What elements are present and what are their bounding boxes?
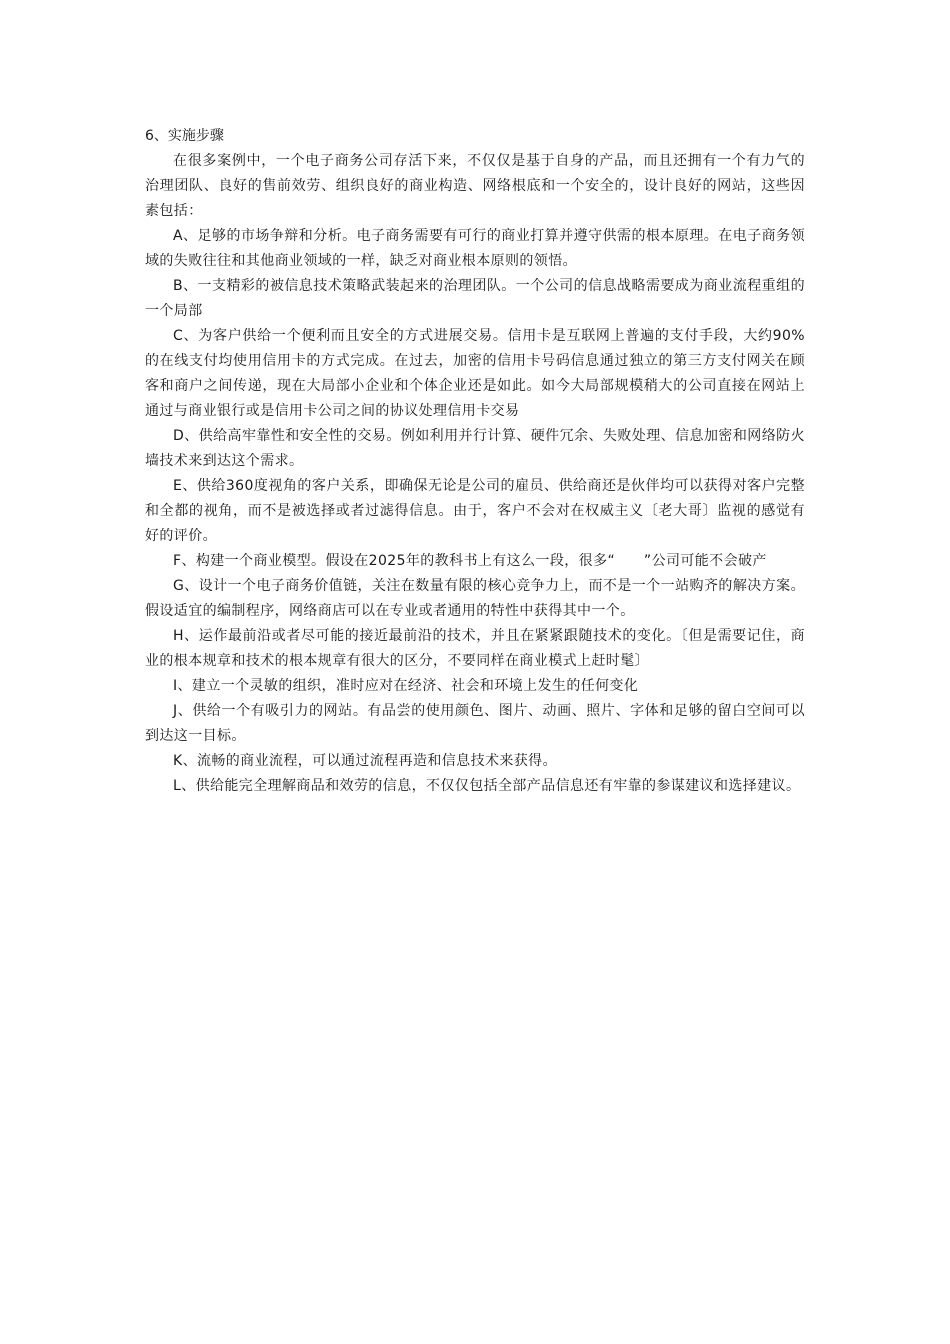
item-g-paragraph: G、设计一个电子商务价值链，关注在数量有限的核心竞争力上，而不是一个一站购齐的解决方案。假设适宜的编制程序，网络商店可以在专业或者通用的特性中获得其中一个。 xyxy=(145,578,805,619)
item-d-paragraph: D、供给高牢靠性和安全性的交易。例如利用并行计算、硬件冗余、失败处理、信息加密和网络防火墙技术来到达这个需求。 xyxy=(145,428,805,469)
document-page xyxy=(145,124,805,799)
item-h-paragraph: H、运作最前沿或者尽可能的接近最前沿的技术，并且在紧紧跟随技术的变化。〔但是需要记住，商业的根本规章和技术的根本规章有很大的区分，不要同样在商业模式上赶时髦〕 xyxy=(145,628,805,669)
item-l-paragraph: L、供给能完全理解商品和效劳的信息，不仅仅包括全部产品信息还有牢靠的参谋建议和选择建议。 xyxy=(173,778,801,794)
section-heading: 6、实施步骤 xyxy=(145,128,224,144)
item-k-paragraph: K、流畅的商业流程，可以通过流程再造和信息技术来获得。 xyxy=(173,753,557,769)
item-e-paragraph: E、供给360度视角的客户关系，即确保无论是公司的雇员、供给商还是伙伴均可以获得对客户完整和全都的视角，而不是被选择或者过滤得信息。由于，客户不会对在权威主义〔老大哥〕监视的感觉有好的评价。 xyxy=(145,478,805,544)
item-i-paragraph: I、建立一个灵敏的组织，准时应对在经济、社会和环境上发生的任何变化 xyxy=(173,678,639,694)
intro-paragraph: 在很多案例中，一个电子商务公司存活下来，不仅仅是基于自身的产品，而且还拥有一个有力气的治理团队、良好的售前效劳、组织良好的商业构造、网络根底和一个安全的，设计良好的网站，这些因素包括： xyxy=(145,153,805,219)
item-j-paragraph: J、供给一个有吸引力的网站。有品尝的使用颜色、图片、动画、照片、字体和足够的留白空间可以到达这一目标。 xyxy=(145,703,805,744)
item-f-paragraph: F、构建一个商业模型。假设在2025年的教科书上有这么一段，很多“ ”公司可能不会破产 xyxy=(173,553,767,569)
item-a-paragraph: A、足够的市场争辩和分析。电子商务需要有可行的商业打算并遵守供需的根本原理。在电子商务领域的失败往往和其他商业领域的一样，缺乏对商业根本原则的领悟。 xyxy=(145,228,805,269)
item-b-paragraph: B、一支精彩的被信息技术策略武装起来的治理团队。一个公司的信息战略需要成为商业流程重组的一个局部 xyxy=(145,278,805,319)
item-c-paragraph: C、为客户供给一个便利而且安全的方式进展交易。信用卡是互联网上普遍的支付手段，大约90%的在线支付均使用信用卡的方式完成。在过去，加密的信用卡号码信息通过独立的第三方支付网关在顾客和商户之间传递，现在大局部小企业和个体企业还是如此。如今大局部规模稍大的公司直接在网站上通过与商业银行或是信用卡公司之间的协议处理信用卡交易 xyxy=(145,328,805,419)
